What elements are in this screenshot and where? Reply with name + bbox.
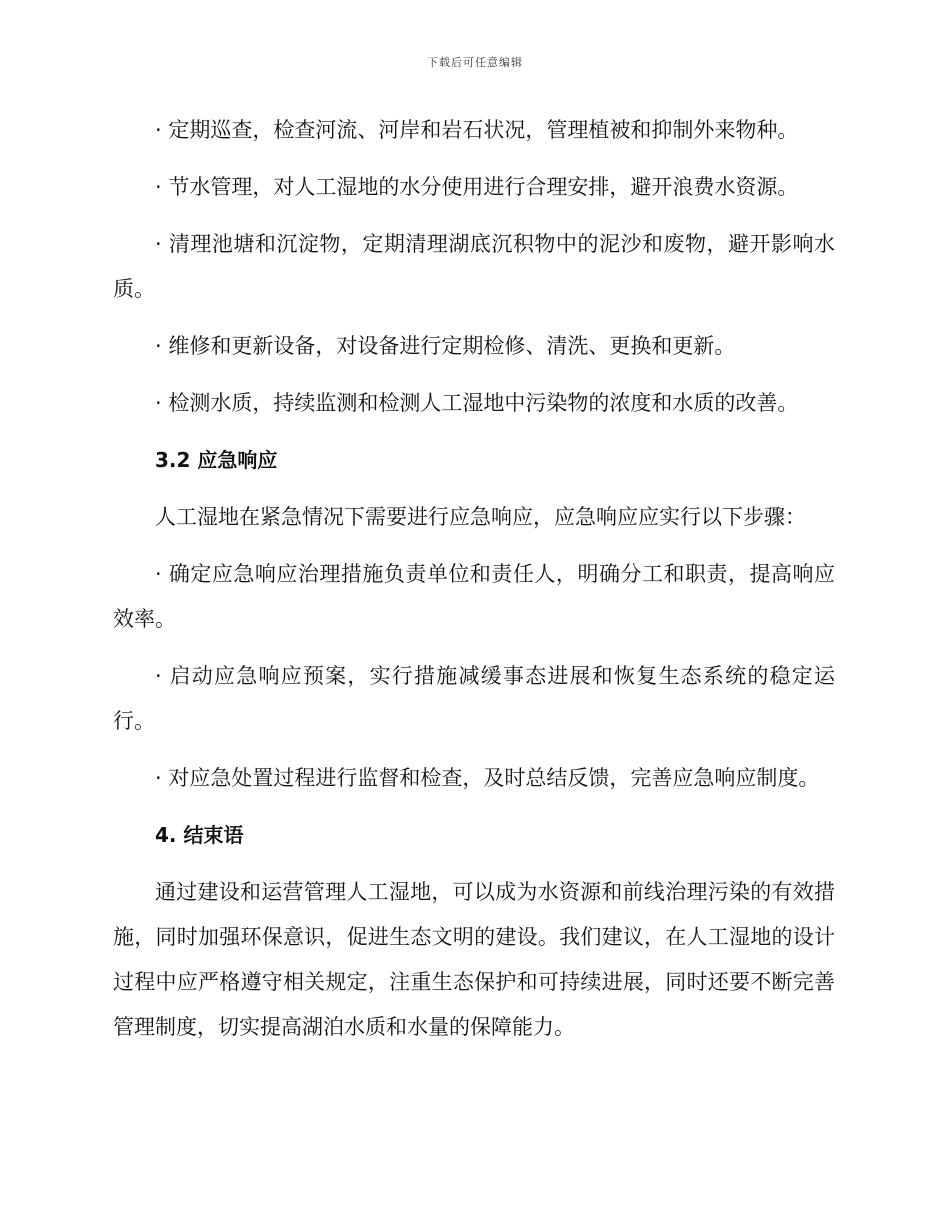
bullet-equipment-maintenance: · 维修和更新设备，对设备进行定期检修、清洗、更换和更新。: [155, 334, 736, 358]
conclusion-paragraph: 通过建设和运营管理人工湿地，可以成为水资源和前线治理污染的有效措施，同时加强环保意识，促进生态文明的建设。我们建议，在人工湿地的设计过程中应严格遵守相关规定，注重生态保护和可持续进展，同时还要不断完善管理制度，切实提高湖泊水质和水量的保障能力。: [113, 880, 835, 1039]
bullet-emergency-responsibility: · 确定应急响应治理措施负责单位和责任人，明确分工和职责，提高响应效率。: [113, 562, 835, 631]
page-header: 下载后可任意编辑: [427, 56, 523, 69]
bullet-water-quality-monitoring: · 检测水质，持续监测和检测人工湿地中污染物的浓度和水质的改善。: [155, 391, 799, 415]
emergency-intro: 人工湿地在紧急情况下需要进行应急响应，应急响应应实行以下步骤：: [155, 505, 806, 529]
bullet-emergency-supervision: · 对应急处置过程进行监督和检查，及时总结反馈，完善应急响应制度。: [155, 766, 820, 790]
bullet-water-saving: · 节水管理，对人工湿地的水分使用进行合理安排，避开浪费水资源。: [155, 175, 799, 199]
document-body: [113, 108, 835, 1062]
bullet-sediment-cleanup: · 清理池塘和沉淀物，定期清理湖底沉积物中的泥沙和废物，避开影响水质。: [113, 232, 835, 301]
bullet-emergency-plan: · 启动应急响应预案，实行措施减缓事态进展和恢复生态系统的稳定运行。: [113, 664, 835, 733]
section-heading-4: 4. 结束语: [155, 823, 244, 847]
bullet-patrol: · 定期巡查，检查河流、河岸和岩石状况，管理植被和抑制外来物种。: [155, 118, 799, 142]
section-heading-3-2: 3.2 应急响应: [155, 448, 278, 472]
